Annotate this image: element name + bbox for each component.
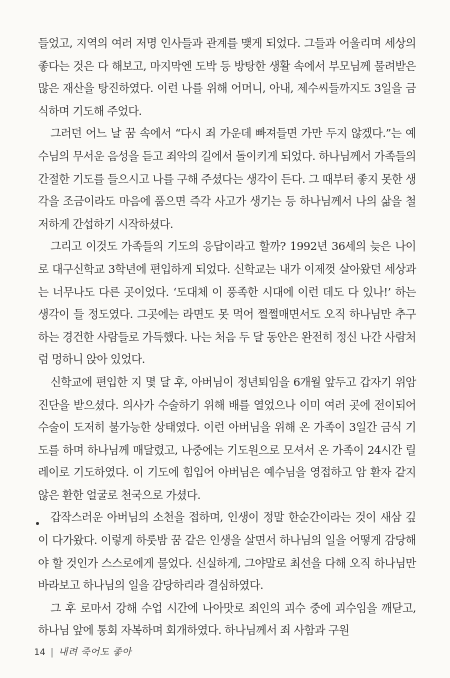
page-number: 14	[34, 648, 46, 658]
page-footer	[34, 644, 131, 658]
paragraph-4: 신학교에 편입한 지 몇 달 후, 아버님이 정년퇴임을 6개월 앞두고 갑자기 위암 진단을 받으셨다. 의사가 수술하기 위해 배를 열었으나 이미 여러 곳에 전이되어 수술이 도저히 불가능한 상태였다. 이런 아버님을 위해 온 가족이 3일간 금식 기도를 하며 하나님께 매달렸고, 나중에는 기도원으로 모셔서 온 가족이 24시간 릴레이로 기도하였다. 이 기도에 힘입어 아버님은 예수님을 영접하고 암 환자 같지 않은 환한 얼굴로 천국으로 가셨다.	[38, 375, 416, 502]
paragraph-6: 그 후 로마서 강해 수업 시간에 나아맛로 죄인의 괴수 중에 괴수임을 깨닫고, 하나님 앞에 통회 자복하며 회개하였다. 하나님께서 죄 사함과 구원	[38, 601, 416, 638]
paragraph-1: 들었고, 지역의 여러 저명 인사들과 관계를 맺게 되었다. 그들과 어울리며 세상의 좋다는 것은 다 해보고, 마지막엔 도박 등 방탕한 생활 속에서 부모님께 물려받은 많은 재산을 탕진하였다. 이런 나를 위해 어머니, 아내, 제수씨들까지도 3일을 금식하며 기도해 주었다.	[38, 37, 416, 118]
paragraph-2: 그러던 어느 날 꿈 속에서 “다시 죄 가운데 빠져들면 가만 두지 않겠다.”는 예수님의 무서운 음성을 듣고 죄악의 길에서 돌이키게 되었다. 하나님께서 가족들의 간절한 기도를 들으시고 나를 구해 주셨다는 생각이 든다. 그 때부터 좋지 못한 생각을 조금이라도 마음에 품으면 즉각 사고가 생기는 등 하나님께서 나의 삶을 철저하게 간섭하기 시작하셨다.	[38, 127, 416, 231]
footer-separator: |	[50, 648, 54, 658]
print-speck	[36, 522, 39, 525]
body-text	[38, 33, 416, 643]
paragraph-3: 그리고 이것도 가족들의 기도의 응답이라고 할까? 1992년 36세의 늦은 나이로 대구신학교 3학년에 편입하게 되었다. 신학교는 내가 이제껏 살아왔던 세상과는 너무나도 다른 곳이었다. ‘도대체 이 풍족한 시대에 이런 데도 다 있나!’ 하는 생각이 들 정도였다. 그곳에는 라면도 못 먹어 쩔쩔매면서도 오직 하나님만 추구하는 경건한 사람들로 가득했다. 나는 처음 두 달 동안은 완전히 정신 나간 사람처럼 멍하니 앉아 있었다.	[38, 240, 416, 367]
running-title: 내려 죽어도 좋아	[58, 647, 132, 658]
paragraph-5: 갑작스러운 아버님의 소천을 접하며, 인생이 정말 한순간이라는 것이 새삼 깊이 다가왔다. 이렇게 하룻밤 꿈 같은 인생을 살면서 하나님의 일을 어떻게 감당해야 할 것인가 스스로에게 물었다. 신실하게, 그야말로 최선을 다해 오직 하나님만 바라보고 하나님의 일을 감당하리라 결심하였다.	[38, 511, 416, 593]
